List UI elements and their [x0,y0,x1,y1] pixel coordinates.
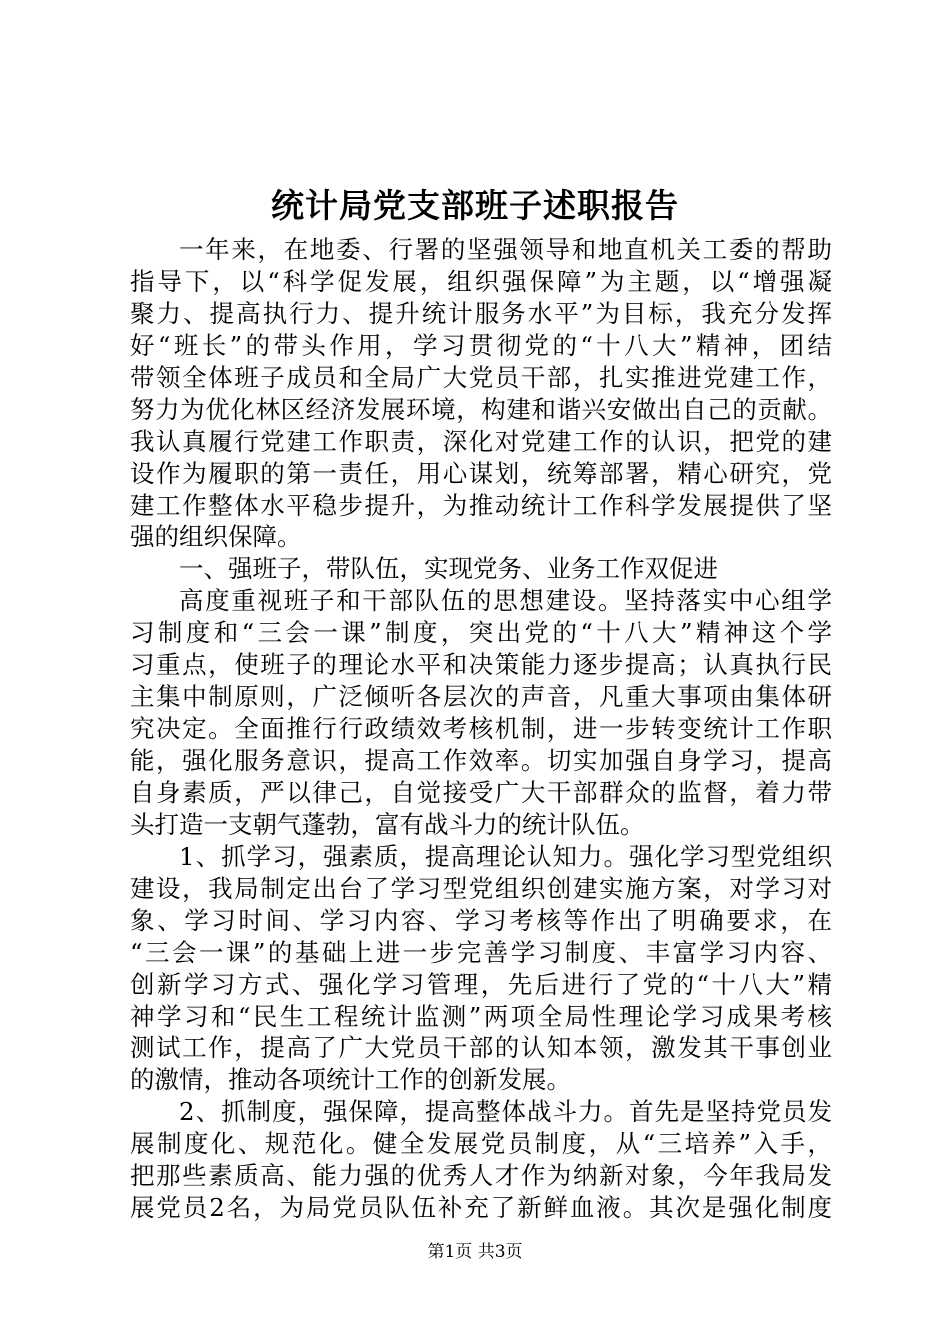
text-line: 究决定。全面推行行政绩效考核机制，进一步转变统计工作职 [130,714,832,744]
text-line: 强的组织保障。 [130,522,302,552]
text-line: 创新学习方式、强化学习管理，先后进行了党的“十八大”精 [130,969,832,999]
document-body [130,234,832,1224]
text-line: “三会一课”的基础上进一步完善学习制度、丰富学习内容、 [130,937,832,967]
text-line: 1、抓学习，强素质，提高理论认知力。强化学习型党组织 [179,841,832,871]
text-line: 自身素质，严以律己，自觉接受广大干部群众的监督，着力带 [130,777,832,807]
text-line: 带领全体班子成员和全局广大党员干部，扎实推进党建工作， [130,362,832,392]
text-line: 指导下，以“科学促发展，组织强保障”为主题，以“增强凝 [130,266,832,296]
text-line: 展制度化、规范化。健全发展党员制度，从“三培养”入手， [130,1129,832,1159]
section-heading: 一、强班子，带队伍，实现党务、业务工作双促进 [179,554,718,584]
text-line: 象、学习时间、学习内容、学习考核等作出了明确要求，在 [130,905,832,935]
text-line: 神学习和“民生工程统计监测”两项全局性理论学习成果考核 [130,1001,832,1031]
text-line: 展党员2名，为局党员队伍补充了新鲜血液。其次是强化制度 [130,1193,832,1223]
text-line: 习制度和“三会一课”制度，突出党的“十八大”精神这个学 [130,618,832,648]
text-line: 建设，我局制定出台了学习型党组织创建实施方案，对学习对 [130,873,832,903]
text-line: 2、抓制度，强保障，提高整体战斗力。首先是坚持党员发 [179,1097,832,1127]
text-line: 一年来，在地委、行署的坚强领导和地直机关工委的帮助 [179,235,832,264]
text-line: 我认真履行党建工作职责，深化对党建工作的认识，把党的建 [130,426,832,456]
text-line: 能，强化服务意识，提高工作效率。切实加强自身学习，提高 [130,746,832,775]
text-line: 设作为履职的第一责任，用心谋划，统筹部署，精心研究，党 [130,458,832,488]
page-footer: 第1页 共3页 [427,1242,523,1262]
text-line: 聚力、提高执行力、提升统计服务水平”为目标，我充分发挥 [130,298,832,328]
text-line: 高度重视班子和干部队伍的思想建设。坚持落实中心组学 [179,586,832,616]
text-line: 测试工作，提高了广大党员干部的认知本领，激发其干事创业 [130,1033,832,1063]
text-line: 把那些素质高、能力强的优秀人才作为纳新对象，今年我局发 [130,1161,832,1191]
document-title: 统计局党支部班子述职报告 [271,186,679,225]
text-line: 努力为优化林区经济发展环境，构建和谐兴安做出自己的贡献。 [130,394,832,424]
text-line: 好“班长”的带头作用，学习贯彻党的“十八大”精神，团结 [130,330,832,360]
text-line: 建工作整体水平稳步提升，为推动统计工作科学发展提供了坚 [130,490,832,520]
text-line: 习重点，使班子的理论水平和决策能力逐步提高；认真执行民 [130,650,832,680]
text-line: 头打造一支朝气蓬勃，富有战斗力的统计队伍。 [130,809,645,839]
text-line: 主集中制原则，广泛倾听各层次的声音，凡重大事项由集体研 [130,682,832,712]
text-line: 的激情，推动各项统计工作的创新发展。 [130,1065,571,1095]
